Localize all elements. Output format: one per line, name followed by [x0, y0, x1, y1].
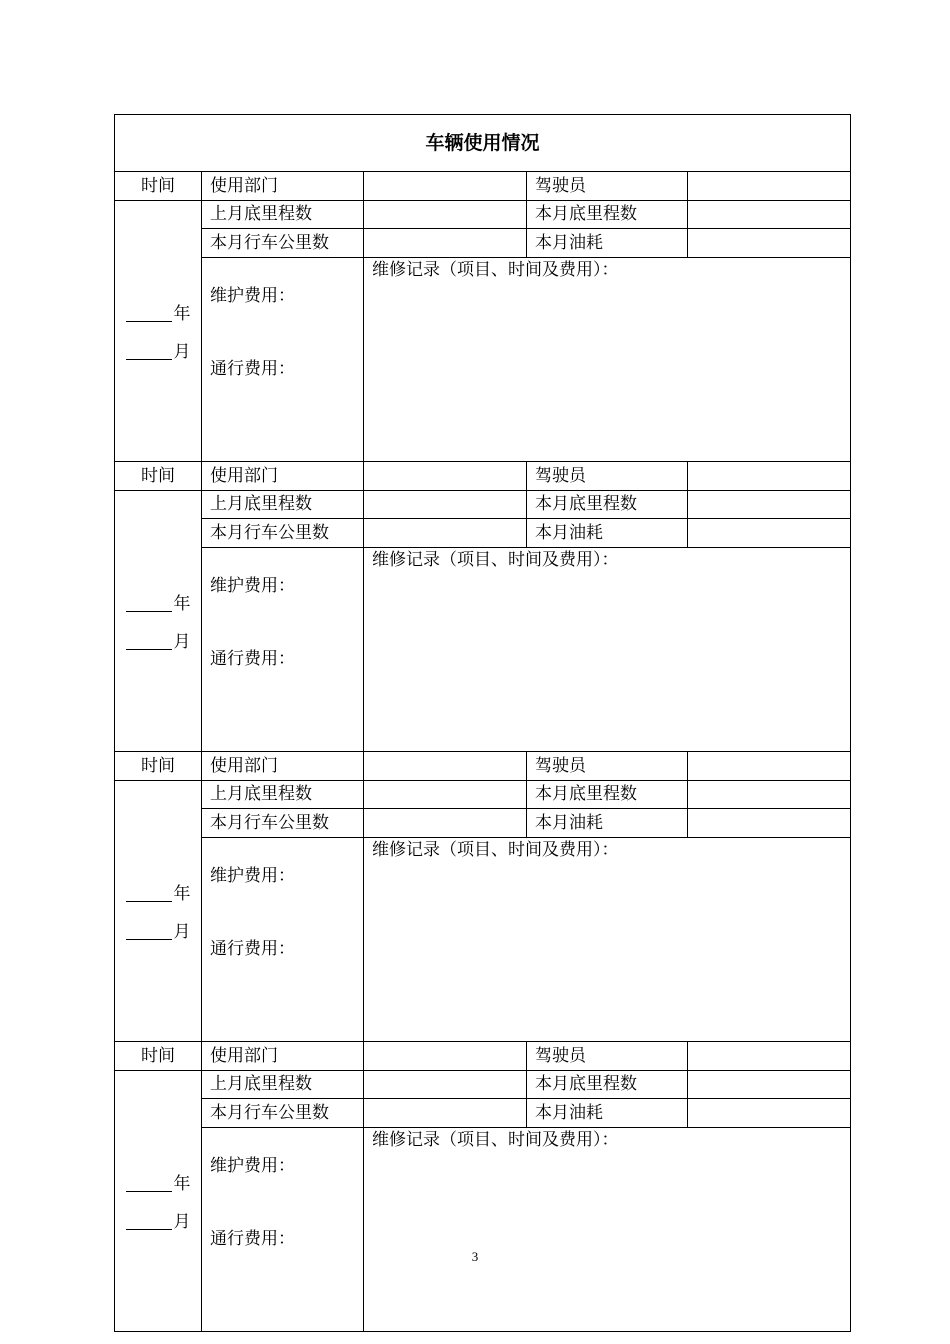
month-km-label: 本月行车公里数 [202, 229, 364, 258]
fees-row [115, 1128, 851, 1332]
vehicle-usage-table [114, 114, 851, 1332]
toll-fee-label: 通行费用： [210, 939, 295, 959]
last-odometer-label: 上月底里程数 [202, 1071, 364, 1099]
year-label: 年 [173, 1174, 191, 1194]
fuel-label: 本月油耗 [527, 519, 688, 548]
mileage-row [115, 519, 851, 548]
fees-cell[interactable] [202, 1128, 364, 1332]
driver-label: 驾驶员 [527, 752, 688, 781]
record-header-row [115, 1042, 851, 1071]
month-km-label: 本月行车公里数 [202, 519, 364, 548]
repair-record-label: 维修记录（项目、时间及费用）： [372, 260, 619, 280]
mileage-row [115, 229, 851, 258]
driver-label: 驾驶员 [527, 462, 688, 491]
fuel-value[interactable] [688, 1099, 851, 1128]
repair-record-cell[interactable] [364, 548, 851, 752]
month-km-value[interactable] [364, 1099, 527, 1128]
date-cell [115, 201, 202, 462]
date-cell [115, 1071, 202, 1332]
month-km-value[interactable] [364, 229, 527, 258]
this-odometer-label: 本月底里程数 [527, 491, 688, 519]
month-km-value[interactable] [364, 809, 527, 838]
last-odometer-value[interactable] [364, 201, 527, 229]
this-odometer-label: 本月底里程数 [527, 781, 688, 809]
last-odometer-label: 上月底里程数 [202, 781, 364, 809]
fees-cell[interactable] [202, 838, 364, 1042]
repair-record-cell[interactable] [364, 258, 851, 462]
year-blank[interactable] [126, 1190, 172, 1192]
driver-value[interactable] [688, 752, 851, 781]
fuel-label: 本月油耗 [527, 229, 688, 258]
odometer-row [115, 201, 851, 229]
record-header-row [115, 462, 851, 491]
time-label: 时间 [115, 462, 202, 491]
year-blank[interactable] [126, 610, 172, 612]
page-number: 3 [471, 1249, 479, 1264]
fuel-value[interactable] [688, 809, 851, 838]
year-label: 年 [173, 594, 191, 614]
toll-fee-label: 通行费用： [210, 359, 295, 379]
driver-label: 驾驶员 [527, 1042, 688, 1071]
fuel-value[interactable] [688, 229, 851, 258]
maintenance-fee-label: 维护费用： [210, 1156, 295, 1176]
month-label: 月 [173, 922, 191, 942]
month-blank[interactable] [126, 938, 172, 940]
fuel-value[interactable] [688, 519, 851, 548]
record-header-row [115, 752, 851, 781]
mileage-row [115, 809, 851, 838]
this-odometer-label: 本月底里程数 [527, 201, 688, 229]
this-odometer-value[interactable] [688, 1071, 851, 1099]
driver-value[interactable] [688, 462, 851, 491]
fuel-label: 本月油耗 [527, 809, 688, 838]
toll-fee-label: 通行费用： [210, 1229, 295, 1249]
record-header-row [115, 172, 851, 201]
month-label: 月 [173, 1212, 191, 1232]
driver-value[interactable] [688, 172, 851, 201]
repair-record-cell[interactable] [364, 838, 851, 1042]
month-blank[interactable] [126, 358, 172, 360]
last-odometer-value[interactable] [364, 491, 527, 519]
last-odometer-label: 上月底里程数 [202, 491, 364, 519]
mileage-row [115, 1099, 851, 1128]
time-label: 时间 [115, 752, 202, 781]
month-km-label: 本月行车公里数 [202, 1099, 364, 1128]
driver-label: 驾驶员 [527, 172, 688, 201]
month-blank[interactable] [126, 648, 172, 650]
date-cell [115, 491, 202, 752]
dept-value[interactable] [364, 462, 527, 491]
form-title: 车辆使用情况 [115, 115, 851, 172]
time-label: 时间 [115, 172, 202, 201]
odometer-row [115, 491, 851, 519]
this-odometer-label: 本月底里程数 [527, 1071, 688, 1099]
month-km-label: 本月行车公里数 [202, 809, 364, 838]
fuel-label: 本月油耗 [527, 1099, 688, 1128]
dept-value[interactable] [364, 752, 527, 781]
month-label: 月 [173, 632, 191, 652]
month-label: 月 [173, 342, 191, 362]
this-odometer-value[interactable] [688, 491, 851, 519]
date-cell [115, 781, 202, 1042]
year-blank[interactable] [126, 900, 172, 902]
dept-label: 使用部门 [202, 172, 364, 201]
fees-row [115, 258, 851, 462]
fees-row [115, 838, 851, 1042]
dept-label: 使用部门 [202, 1042, 364, 1071]
fees-cell[interactable] [202, 258, 364, 462]
maintenance-fee-label: 维护费用： [210, 576, 295, 596]
driver-value[interactable] [688, 1042, 851, 1071]
toll-fee-label: 通行费用： [210, 649, 295, 669]
odometer-row [115, 781, 851, 809]
repair-record-cell[interactable] [364, 1128, 851, 1332]
last-odometer-value[interactable] [364, 1071, 527, 1099]
repair-record-label: 维修记录（项目、时间及费用）： [372, 550, 619, 570]
this-odometer-value[interactable] [688, 781, 851, 809]
dept-value[interactable] [364, 1042, 527, 1071]
fees-cell[interactable] [202, 548, 364, 752]
repair-record-label: 维修记录（项目、时间及费用）： [372, 1130, 619, 1150]
dept-value[interactable] [364, 172, 527, 201]
last-odometer-value[interactable] [364, 781, 527, 809]
fees-row [115, 548, 851, 752]
dept-label: 使用部门 [202, 752, 364, 781]
repair-record-label: 维修记录（项目、时间及费用）： [372, 840, 619, 860]
year-label: 年 [173, 884, 191, 904]
time-label: 时间 [115, 1042, 202, 1071]
month-km-value[interactable] [364, 519, 527, 548]
odometer-row [115, 1071, 851, 1099]
dept-label: 使用部门 [202, 462, 364, 491]
maintenance-fee-label: 维护费用： [210, 286, 295, 306]
this-odometer-value[interactable] [688, 201, 851, 229]
last-odometer-label: 上月底里程数 [202, 201, 364, 229]
year-blank[interactable] [126, 320, 172, 322]
month-blank[interactable] [126, 1228, 172, 1230]
maintenance-fee-label: 维护费用： [210, 866, 295, 886]
year-label: 年 [173, 304, 191, 324]
